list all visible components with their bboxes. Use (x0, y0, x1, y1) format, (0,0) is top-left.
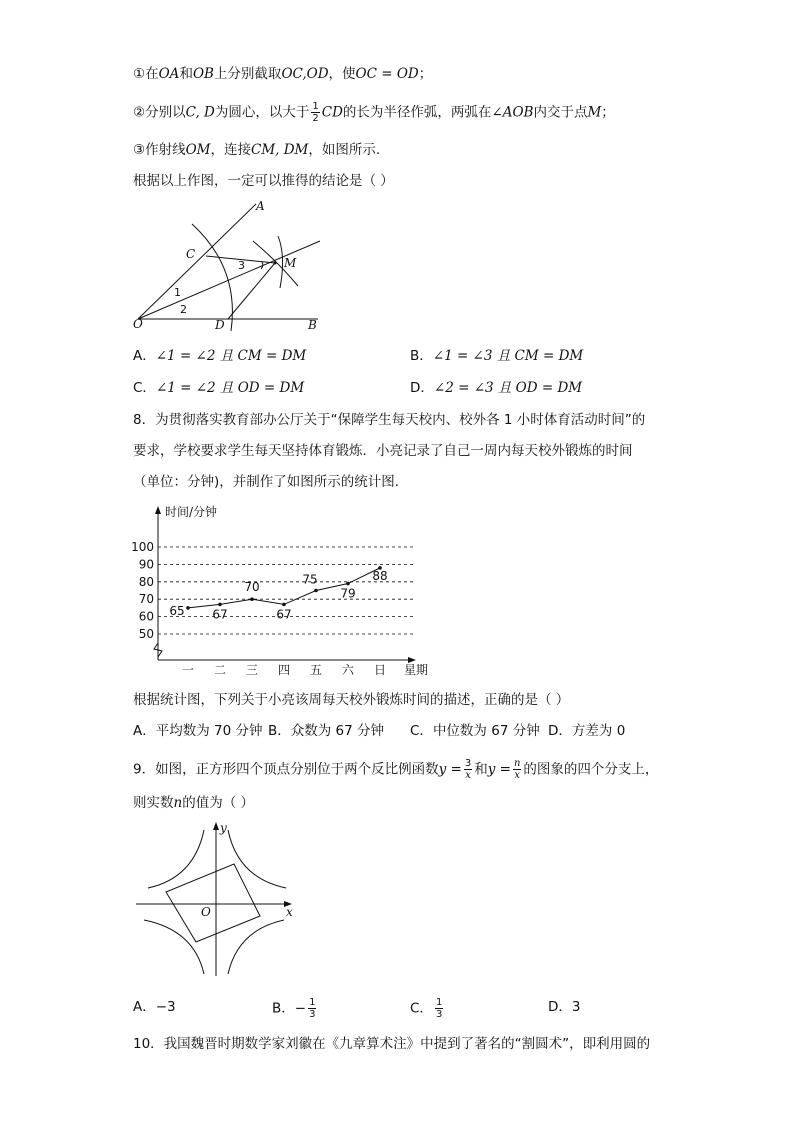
q9-hyperbola-square-figure (134, 818, 304, 978)
arc-from-d (278, 236, 283, 288)
q7-option-b[interactable]: B．∠1 = ∠3 且 CM = DM (410, 348, 584, 364)
data-label: 67 (212, 607, 228, 622)
x-tick-label: 六 (341, 663, 355, 677)
hyperbola-branch-q3 (144, 920, 204, 974)
data-point (250, 597, 254, 601)
y-tick-label: 70 (138, 592, 154, 607)
y-axis-arrow (155, 506, 161, 514)
label-b: B (308, 318, 317, 332)
q7-question: 根据以上作图，一定可以推得的结论是（ ） (133, 173, 394, 189)
q9-line1: 9．如图，正方形四个顶点分别位于两个反比例函数y = $\frac{3}{x}$ 和y = $\frac{n}{x}$ 的图象的四个分支上， (133, 758, 659, 781)
square (166, 864, 260, 942)
hyperbola-branch-q1 (228, 830, 286, 888)
q8-option-d[interactable]: D．方差为 0 (548, 723, 626, 739)
q7-option-d[interactable]: D．∠2 = ∠3 且 OD = DM (410, 380, 583, 396)
q7-option-c[interactable]: C．∠1 = ∠2 且 OD = DM (133, 380, 305, 396)
q8-line2: 要求，学校要求学生每天坚持体育锻炼．小亮记录了自己一周内每天校外锻炼的时间 (133, 443, 633, 459)
x-tick-label: 一 (181, 663, 195, 677)
label-a: A (256, 199, 265, 213)
fraction-3-over-x: $\frac{3}{x}$ (464, 758, 472, 781)
y-axis-label: 时间/分钟 (165, 505, 218, 519)
label-o: O (201, 905, 211, 919)
data-label: 75 (302, 572, 318, 587)
data-label: 79 (340, 586, 356, 601)
q7-step3: ③作射线OM，连接CM, DM，如图所示. (133, 142, 381, 158)
x-tick-label: 五 (309, 663, 323, 677)
q7-step2: ②分别以C, D为圆心，以大于 $\frac{1}{2}$ CD的长为半径作弧，两弧在∠AOB内交于点M； (133, 101, 615, 124)
label-m: M (284, 256, 297, 270)
data-point (186, 606, 190, 610)
label-o: O (133, 317, 143, 331)
data-label: 65 (169, 603, 185, 618)
data-point (346, 582, 350, 586)
exercise-time-line-chart (128, 500, 438, 680)
fraction-n-over-x: $\frac{n}{x}$ (513, 758, 521, 781)
label-c: C (186, 247, 196, 261)
x-tick-label: 二 (213, 663, 227, 677)
data-label: 88 (372, 568, 388, 583)
fraction-one-third: $\frac{1}{3}$ (309, 997, 316, 1020)
x-tick-label: 日 (373, 663, 387, 677)
y-tick-label: 100 (131, 540, 154, 554)
q9-option-d[interactable]: D．3 (548, 999, 581, 1015)
x-tick-label: 三 (245, 663, 259, 677)
q7-step1: ①在OA和OB上分别截取OC,OD，使OC = OD； (133, 66, 433, 82)
q7-angle-bisector-figure (128, 196, 343, 336)
label-3: 3 (238, 259, 245, 272)
data-point (218, 603, 222, 607)
q9-option-a[interactable]: A．−3 (133, 999, 176, 1015)
q8-option-c[interactable]: C．中位数为 67 分钟 (410, 723, 540, 739)
q8-option-a[interactable]: A．平均数为 70 分钟 (133, 723, 263, 739)
label-d: D (215, 318, 225, 332)
fraction-one-third: $\frac{1}{3}$ (435, 997, 443, 1020)
y-tick-label: 60 (138, 609, 154, 624)
q9-option-b[interactable]: B．− $\frac{1}{3}$ (272, 997, 316, 1020)
label-x: x (286, 905, 293, 919)
q8-question: 根据统计图，下列关于小亮该周每天校外锻炼时间的描述，正确的是（ ） (133, 692, 570, 708)
q7-option-a[interactable]: A．∠1 = ∠2 且 CM = DM (133, 348, 307, 364)
x-axis-label: 星期 (404, 663, 429, 677)
hyperbola-branch-q4 (228, 920, 284, 974)
q8-line3: （单位：分钟)，并制作了如图所示的统计图． (133, 474, 409, 490)
data-label: 70 (244, 580, 260, 595)
y-tick-label: 50 (138, 627, 154, 641)
arc-cd (192, 224, 232, 331)
fraction-one-half: $\frac{1}{2}$ (312, 101, 319, 124)
label-2: 2 (180, 303, 187, 316)
q10-line1: 10．我国魏晋时期数学家刘徽在《九章算术注》中提到了著名的“割圆术”，即利用圆的 (133, 1036, 651, 1052)
y-tick-label: 80 (138, 574, 154, 589)
data-point (282, 603, 286, 607)
segment-dm (228, 263, 275, 319)
label-1: 1 (174, 286, 181, 299)
y-tick-label: 90 (138, 557, 154, 572)
q8-line1: 8．为贯彻落实教育部办公厅关于“保障学生每天校内、校外各 1 小时体育活动时间”的 (133, 412, 646, 428)
q9-line2: 则实数n的值为（ ） (133, 795, 254, 811)
label-y: y (220, 821, 227, 835)
q8-option-b[interactable]: B．众数为 67 分钟 (268, 723, 385, 739)
data-point (314, 589, 318, 593)
data-label: 67 (276, 607, 292, 622)
step-number: ① (133, 66, 146, 82)
y-axis-arrow (213, 822, 219, 830)
q9-option-c[interactable]: C． $\frac{1}{3}$ (410, 997, 443, 1020)
x-tick-label: 四 (277, 663, 291, 677)
